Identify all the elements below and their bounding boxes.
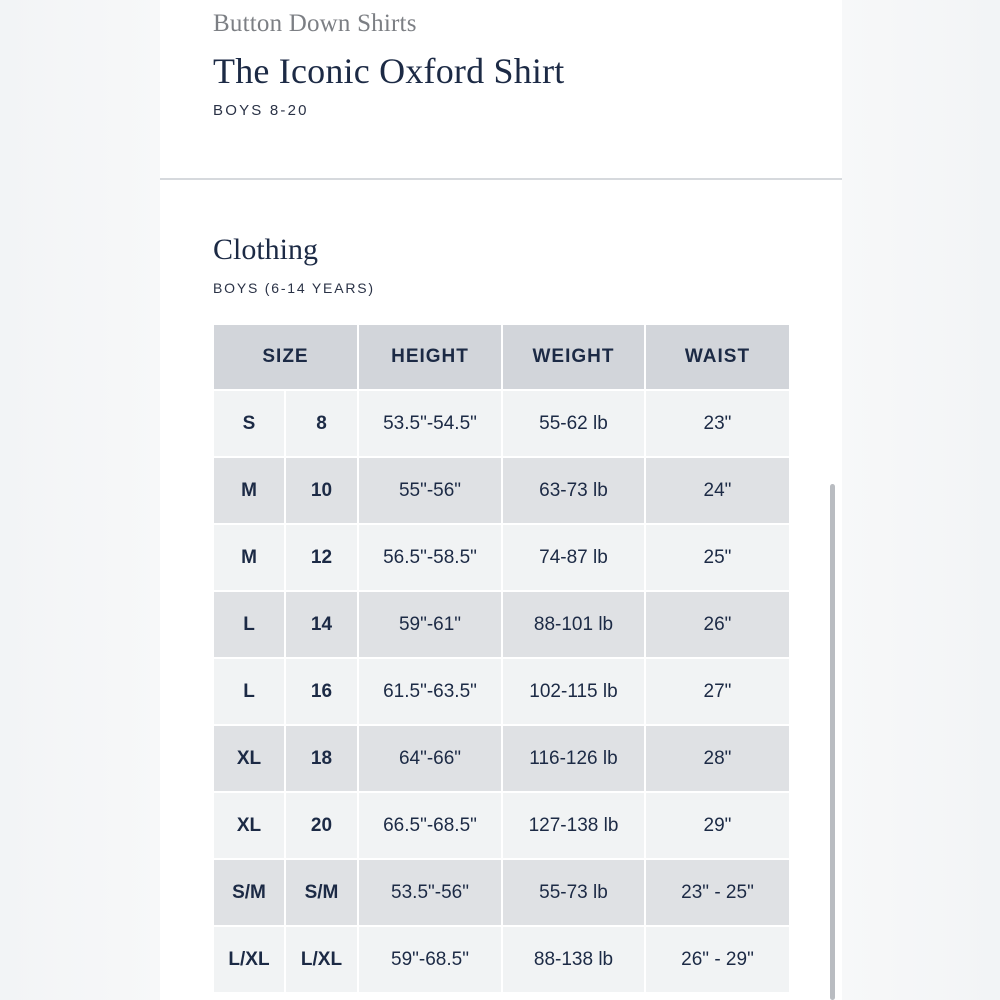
size-letter-cell: S/M — [213, 859, 285, 926]
left-gutter — [0, 0, 160, 1000]
weight-cell: 88-138 lb — [502, 926, 645, 993]
height-cell: 53.5"-54.5" — [358, 390, 502, 457]
size-number-cell: 16 — [285, 658, 358, 725]
header-weight: WEIGHT — [502, 324, 645, 390]
height-cell: 64"-66" — [358, 725, 502, 792]
section-title: Clothing — [213, 233, 319, 266]
size-number-cell: L/XL — [285, 926, 358, 993]
size-guide-panel — [160, 0, 842, 1000]
height-cell: 53.5"-56" — [358, 859, 502, 926]
table-row — [213, 457, 790, 524]
weight-cell: 74-87 lb — [502, 524, 645, 591]
waist-cell: 23" — [645, 390, 790, 457]
product-title: The Iconic Oxford Shirt — [213, 51, 565, 91]
size-number-cell: 18 — [285, 725, 358, 792]
waist-cell: 27" — [645, 658, 790, 725]
waist-cell: 26" — [645, 591, 790, 658]
size-letter-cell: L — [213, 591, 285, 658]
weight-cell: 116-126 lb — [502, 725, 645, 792]
right-gutter — [840, 0, 1000, 1000]
size-letter-cell: L — [213, 658, 285, 725]
table-body — [213, 390, 790, 993]
size-number-cell: 14 — [285, 591, 358, 658]
header-size: SIZE — [213, 324, 358, 390]
product-category: Button Down Shirts — [213, 10, 417, 37]
size-letter-cell: XL — [213, 725, 285, 792]
weight-cell: 102-115 lb — [502, 658, 645, 725]
waist-cell: 26" - 29" — [645, 926, 790, 993]
size-letter-cell: M — [213, 524, 285, 591]
weight-cell: 88-101 lb — [502, 591, 645, 658]
height-cell: 59"-68.5" — [358, 926, 502, 993]
waist-cell: 29" — [645, 792, 790, 859]
waist-cell: 28" — [645, 725, 790, 792]
table-row — [213, 591, 790, 658]
product-subtitle: BOYS 8-20 — [213, 102, 309, 119]
product-header — [160, 0, 842, 178]
table-row — [213, 524, 790, 591]
table-row — [213, 658, 790, 725]
waist-cell: 23" - 25" — [645, 859, 790, 926]
table-row — [213, 792, 790, 859]
height-cell: 55"-56" — [358, 457, 502, 524]
weight-cell: 63-73 lb — [502, 457, 645, 524]
height-cell: 59"-61" — [358, 591, 502, 658]
header-height: HEIGHT — [358, 324, 502, 390]
table-row — [213, 926, 790, 993]
header-divider — [160, 178, 842, 180]
table-row — [213, 390, 790, 457]
table-row — [213, 725, 790, 792]
height-cell: 66.5"-68.5" — [358, 792, 502, 859]
table-row — [213, 859, 790, 926]
size-number-cell: S/M — [285, 859, 358, 926]
size-letter-cell: M — [213, 457, 285, 524]
size-number-cell: 8 — [285, 390, 358, 457]
table-header-row — [213, 324, 790, 390]
weight-cell: 127-138 lb — [502, 792, 645, 859]
section-subtitle: BOYS (6-14 YEARS) — [213, 280, 375, 296]
weight-cell: 55-62 lb — [502, 390, 645, 457]
height-cell: 56.5"-58.5" — [358, 524, 502, 591]
header-waist: WAIST — [645, 324, 790, 390]
weight-cell: 55-73 lb — [502, 859, 645, 926]
size-letter-cell: S — [213, 390, 285, 457]
height-cell: 61.5"-63.5" — [358, 658, 502, 725]
size-chart-table — [212, 323, 791, 994]
waist-cell: 24" — [645, 457, 790, 524]
size-number-cell: 20 — [285, 792, 358, 859]
size-number-cell: 10 — [285, 457, 358, 524]
waist-cell: 25" — [645, 524, 790, 591]
scrollbar[interactable] — [830, 484, 835, 1000]
size-letter-cell: L/XL — [213, 926, 285, 993]
size-letter-cell: XL — [213, 792, 285, 859]
size-number-cell: 12 — [285, 524, 358, 591]
